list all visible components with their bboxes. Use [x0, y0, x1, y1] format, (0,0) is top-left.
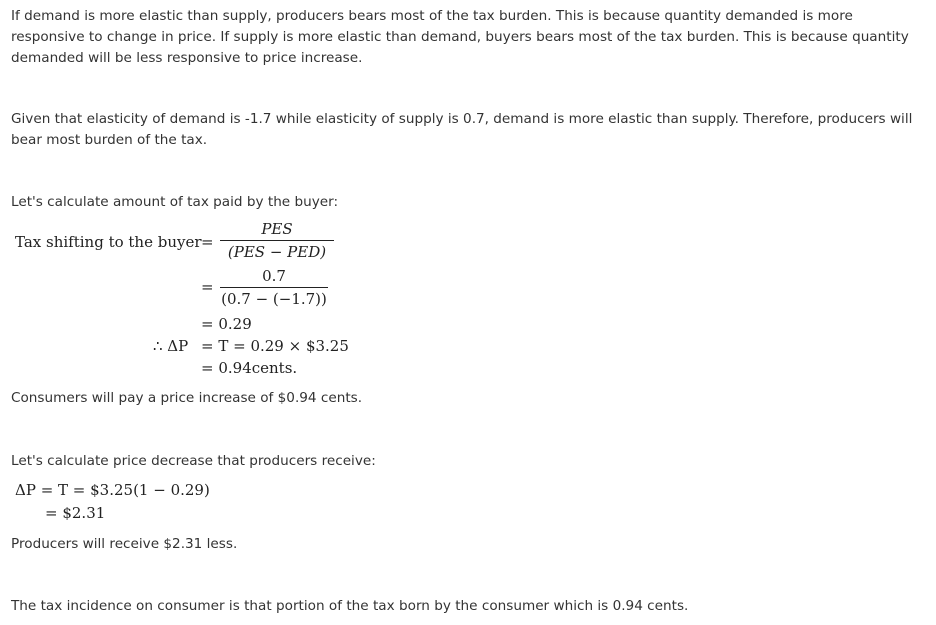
equation-equals-2: =	[201, 278, 214, 296]
fraction-numerator: 0.7	[262, 267, 286, 285]
equation-lhs-label: Tax shifting to the buyer	[15, 233, 202, 251]
equation-producer-line-1: ΔP = T = $3.25(1 − 0.29)	[15, 481, 210, 499]
equation-producer-line-2: = $2.31	[45, 504, 106, 522]
fraction-bar	[220, 240, 334, 241]
equation-delta-p-value: = T = 0.29 × $3.25	[201, 337, 349, 355]
paragraph-tax-incidence-conclusion: The tax incidence on consumer is that portion of the tax born by the consumer which is 0.94 cents.	[11, 598, 689, 614]
equation-equals-1: =	[201, 233, 214, 251]
fraction-denominator: (PES − PED)	[227, 243, 327, 261]
paragraph-given-elasticities: Given that elasticity of demand is -1.7 while elasticity of supply is 0.7, demand is more elastic than supply. Therefore, producers will bear most burden of the tax.	[11, 111, 913, 148]
equation-result-0-94-cents: = 0.94cents.	[201, 359, 298, 377]
fraction-pes-over-pes-minus-ped	[220, 220, 334, 261]
equation-delta-p-prefix: ∴ ΔP	[153, 337, 189, 355]
fraction-denominator: (0.7 − (−1.7))	[221, 290, 327, 308]
paragraph-producer-receive: Producers will receive $2.31 less.	[11, 536, 238, 552]
fraction-numerator: PES	[261, 220, 293, 238]
paragraph-elasticity-rule: If demand is more elastic than supply, producers bears most of the tax burden. This is because quantity demanded is more responsive to change in price. If supply is more elastic than demand, buyers bears most of the tax burden. This is because quantity demanded will be less responsive to price increase.	[11, 8, 909, 66]
paragraph-calc-buyer-intro: Let's calculate amount of tax paid by the buyer:	[11, 194, 339, 210]
fraction-values	[220, 267, 328, 308]
paragraph-calc-producer-intro: Let's calculate price decrease that producers receive:	[11, 453, 376, 469]
equation-result-0-29: = 0.29	[201, 315, 252, 333]
fraction-bar	[220, 287, 328, 288]
paragraph-consumer-price-increase: Consumers will pay a price increase of $0.94 cents.	[11, 390, 363, 406]
